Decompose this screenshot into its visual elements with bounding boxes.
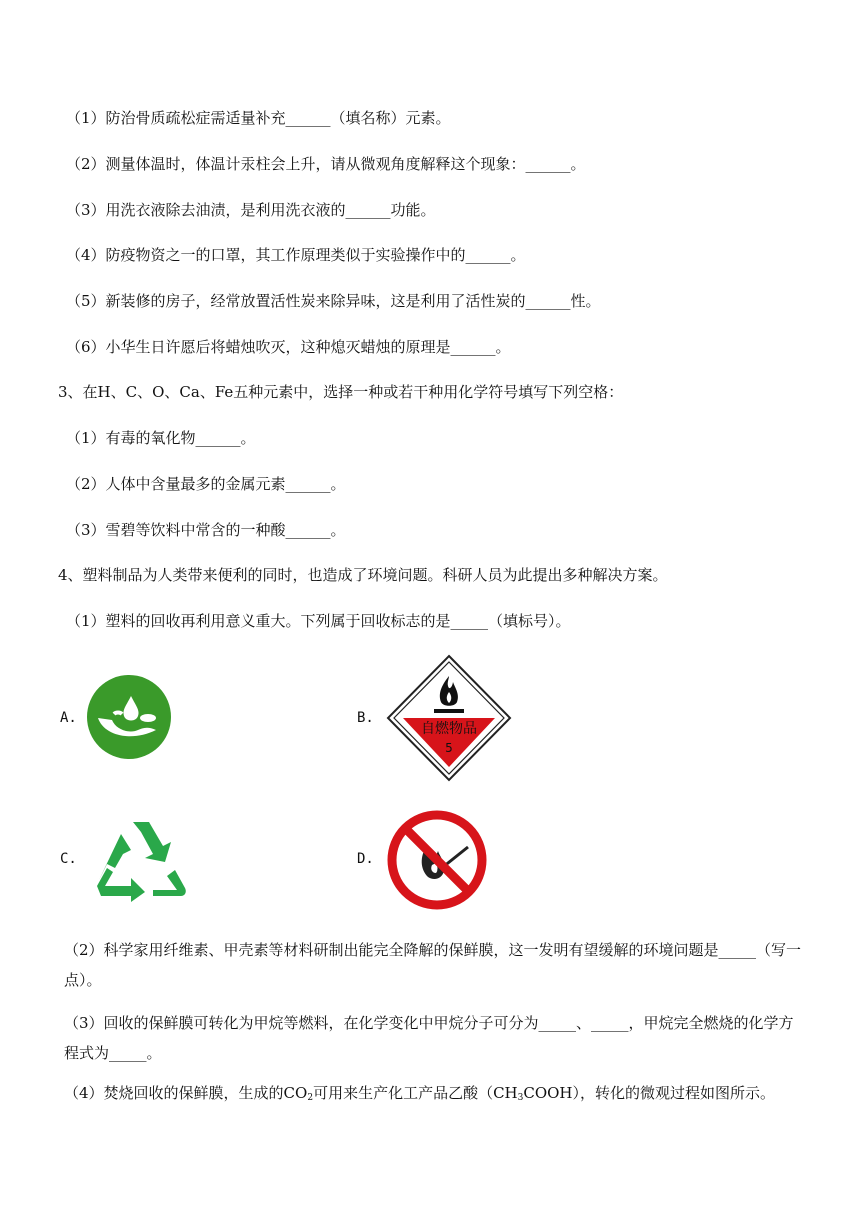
q2-item-5: （5）新装修的房子，经常放置活性炭来除异味，这是利用了活性炭的______性。 xyxy=(66,292,601,310)
q3-item-3: （3）雪碧等饮料中常含的一种酸______。 xyxy=(66,521,346,539)
sign-number: 5 xyxy=(445,741,453,755)
ch3-subscript: 3 xyxy=(517,1093,524,1103)
q4-item-1: （1）塑料的回收再利用意义重大。下列属于回收标志的是_____（填标号）。 xyxy=(66,612,571,630)
q4-item-3: （3）回收的保鲜膜可转化为甲烷等燃料，在化学变化中甲烷分子可分为_____、_____，甲烷完全燃烧的化学方程式为_____。 xyxy=(64,1014,794,1062)
q2-item-3: （3）用洗衣液除去油渍，是利用洗衣液的______功能。 xyxy=(66,201,436,219)
co2-subscript: 2 xyxy=(307,1093,314,1103)
q4-item-2: （2）科学家用纤维素、甲壳素等材料研制出能完全降解的保鲜膜，这一发明有望缓解的环境问题是_____（写一点）。 xyxy=(64,941,802,989)
q2-item-2: （2）测量体温时，体温计汞柱会上升，请从微观角度解释这个现象：______。 xyxy=(66,155,586,173)
option-d-label: D. xyxy=(357,851,374,867)
sign-text: 自燃物品 xyxy=(421,721,477,737)
option-b-label: B. xyxy=(357,710,374,726)
option-a-label: A. xyxy=(60,710,77,726)
q4-item-4-part-a: （4）焚烧回收的保鲜膜，生成的CO xyxy=(64,1084,308,1102)
no-fire-icon xyxy=(386,809,488,915)
q3-item-1: （1）有毒的氧化物______。 xyxy=(66,429,256,447)
recycle-icon xyxy=(93,816,189,906)
q4-item-4-part-b: 可用来生产化工产品乙酸（CH xyxy=(313,1084,518,1102)
q2-item-4: （4）防疫物资之一的口罩，其工作原理类似于实验操作中的______。 xyxy=(66,246,526,264)
q4-stem: 4、塑料制品为人类带来便利的同时，也造成了环境问题。科研人员为此提出多种解决方案。 xyxy=(58,566,668,584)
q4-item-4 xyxy=(64,1083,775,1103)
q2-item-6: （6）小华生日许愿后将蜡烛吹灭，这种熄灭蜡烛的原理是______。 xyxy=(66,338,511,356)
q3-item-2: （2）人体中含量最多的金属元素______。 xyxy=(66,475,346,493)
flammable-solid-icon xyxy=(386,654,512,786)
q3-stem: 3、在H、C、O、Ca、Fe五种元素中，选择一种或若干种用化学符号填写下列空格： xyxy=(58,383,624,401)
q4-item-4-part-c: COOH），转化的微观过程如图所示。 xyxy=(523,1084,776,1102)
option-c-label: C. xyxy=(60,851,77,867)
water-saving-icon xyxy=(86,674,172,764)
q2-item-1: （1）防治骨质疏松症需适量补充______（填名称）元素。 xyxy=(66,109,451,127)
